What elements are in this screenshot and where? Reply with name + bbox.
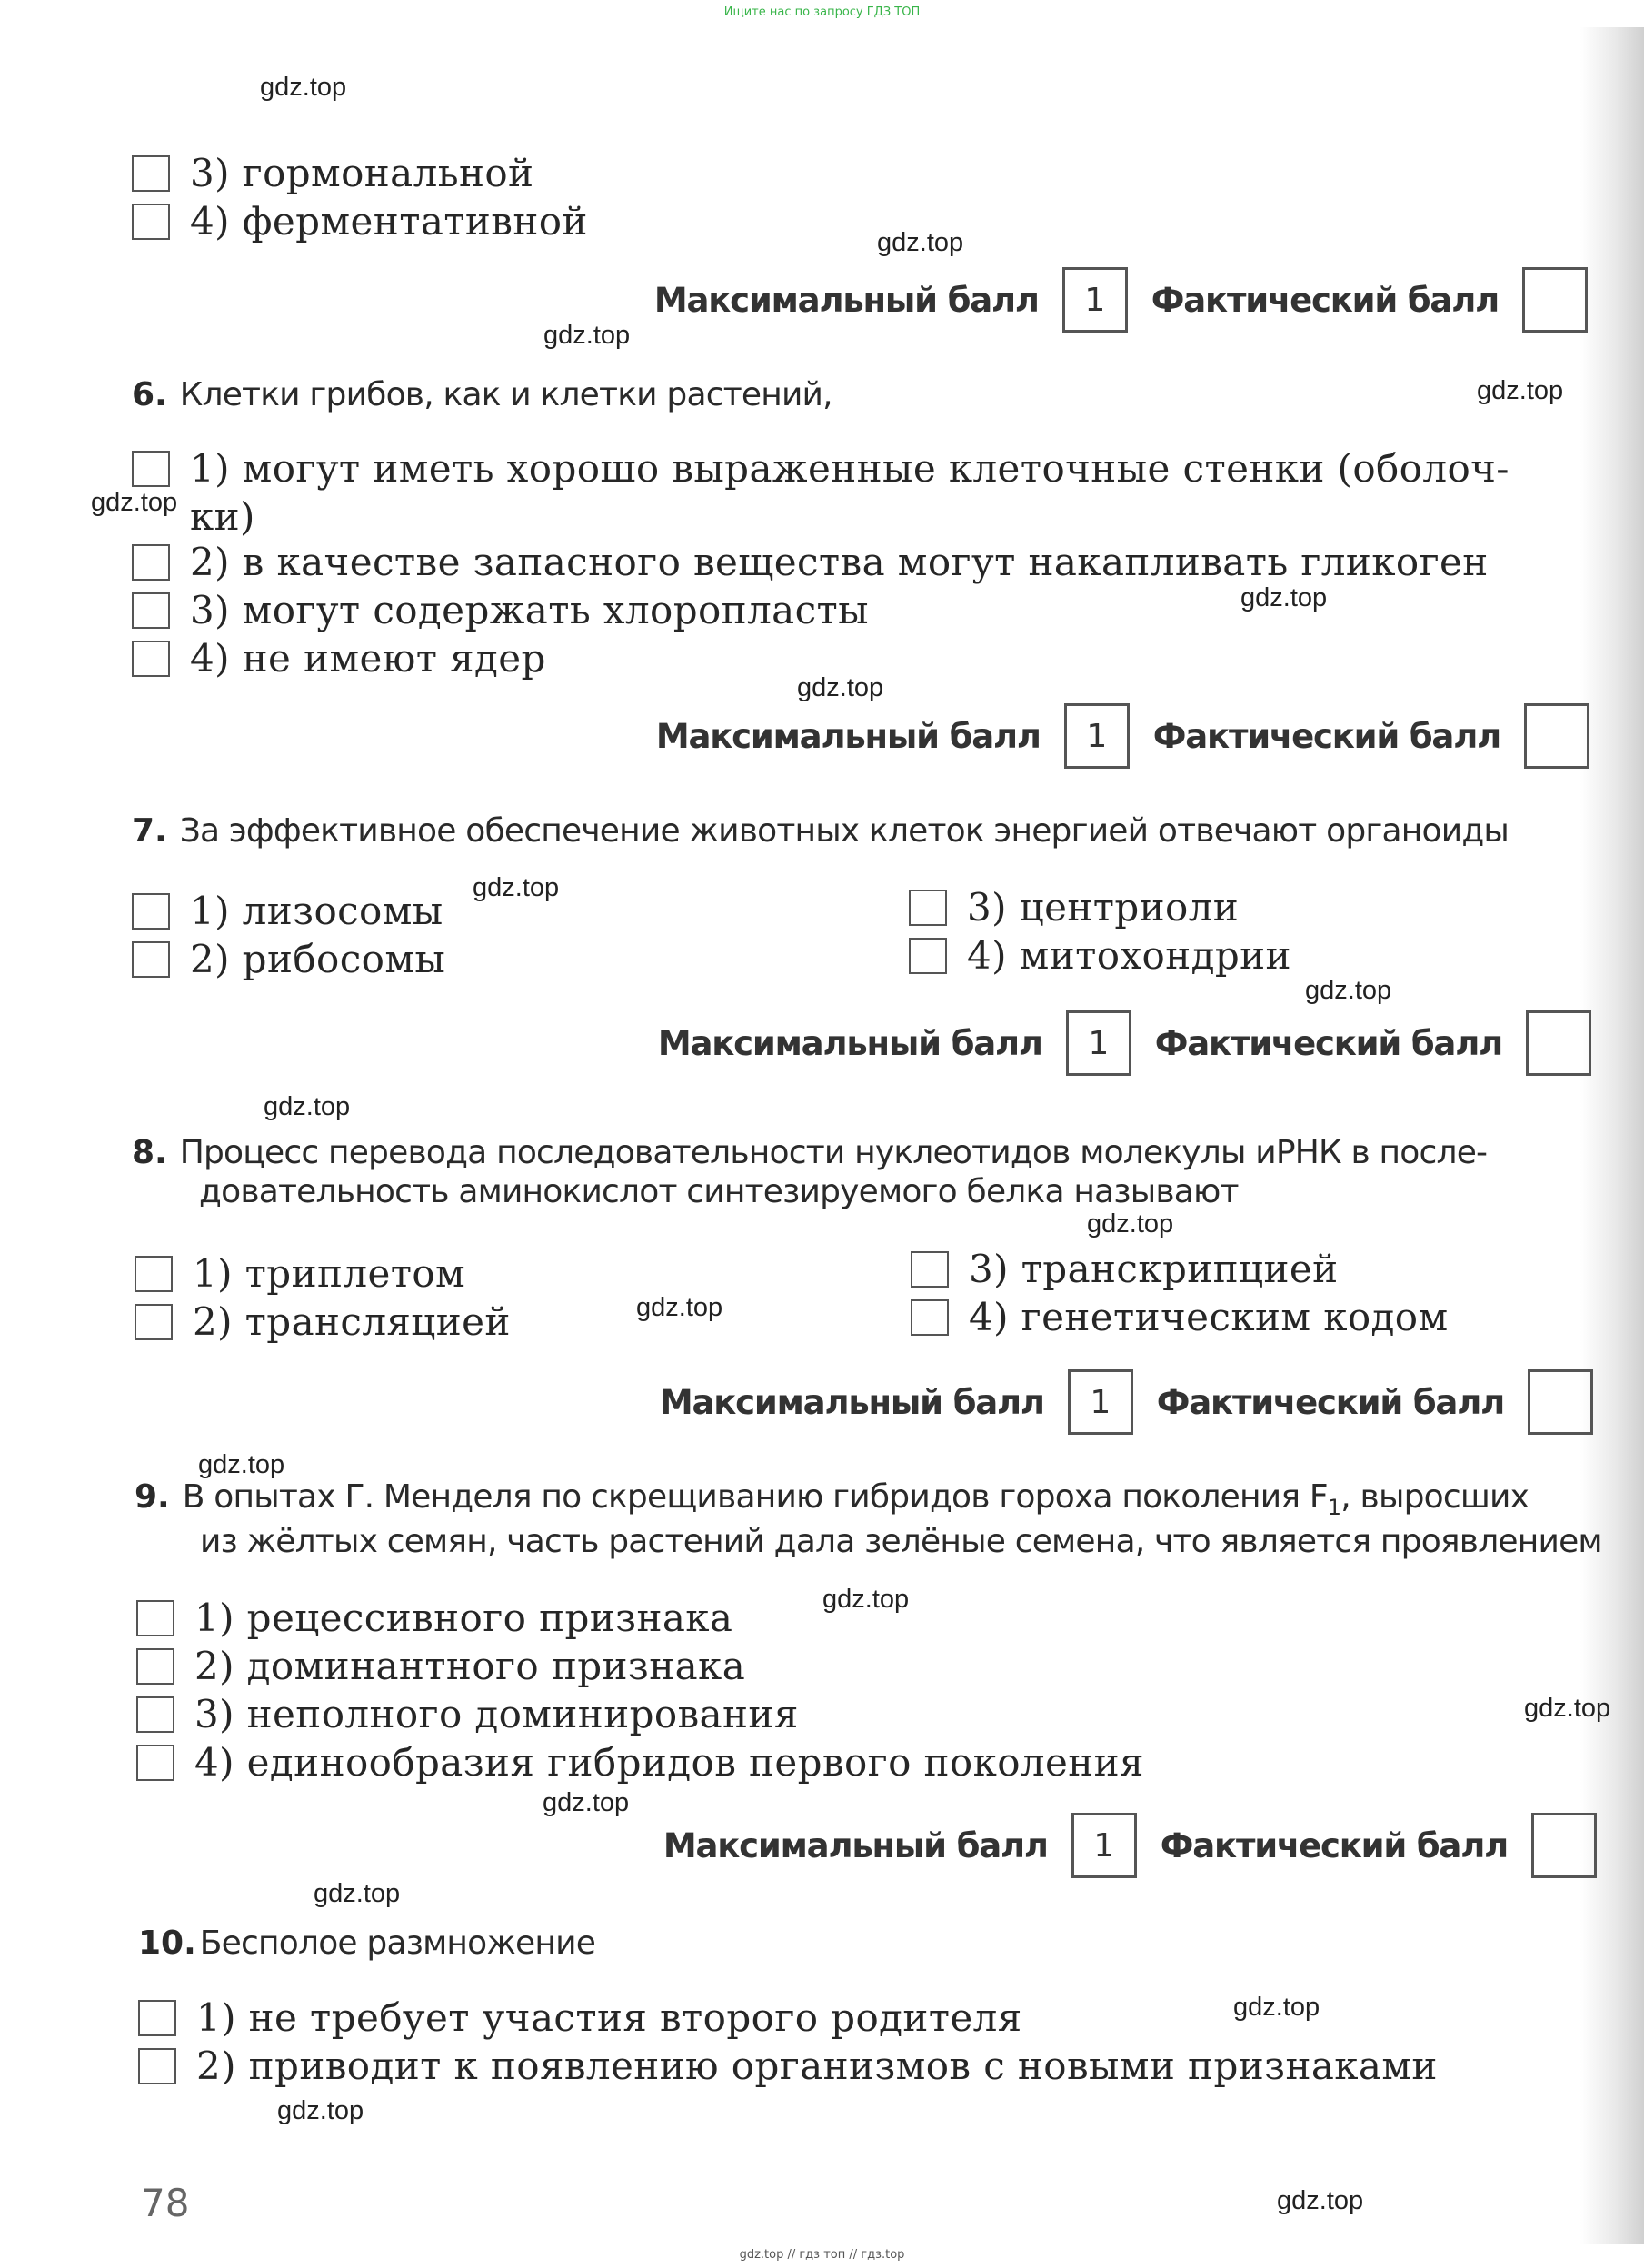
watermark: gdz.top: [1233, 1993, 1320, 2022]
max-score-box: 1: [1066, 1010, 1131, 1076]
q8-option-2[interactable]: 2) трансляцией: [135, 1299, 511, 1344]
q9-question-line2: из жёлтых семян, часть растений дала зелёные семена, что является проявлением: [200, 1523, 1602, 1560]
watermark: gdz.top: [473, 873, 560, 902]
actual-score-box[interactable]: [1528, 1369, 1593, 1435]
q6-option-2[interactable]: 2) в качестве запасного вещества могут накапливать гликоген: [132, 540, 1489, 584]
q9-question: 9. В опытах Г. Менделя по скрещиванию гибридов гороха поколения $F_1$, выросших: [135, 1478, 1529, 1521]
answer-checkbox[interactable]: [911, 1299, 949, 1336]
answer-checkbox[interactable]: [132, 893, 170, 930]
watermark: gdz.top: [1305, 976, 1392, 1005]
answer-checkbox[interactable]: [909, 890, 947, 926]
q8-option-3[interactable]: 3) транскрипцией: [911, 1247, 1339, 1291]
q8-question: 8. Процесс перевода последовательности нуклеотидов молекулы иРНК в после-: [132, 1134, 1488, 1171]
watermark: gdz.top: [91, 488, 178, 517]
answer-checkbox[interactable]: [135, 1304, 173, 1340]
watermark: gdz.top: [822, 1585, 910, 1614]
max-score-box: 1: [1064, 703, 1130, 769]
q6-option-1-continuation: ки): [190, 494, 255, 539]
answer-checkbox[interactable]: [136, 1648, 174, 1685]
q7-question: 7. За эффективное обеспечение животных клеток энергией отвечают органоиды: [132, 812, 1509, 850]
answer-checkbox[interactable]: [136, 1600, 174, 1636]
watermark: gdz.top: [314, 1879, 401, 1908]
q7-option-1[interactable]: 1) лизосомы: [132, 889, 443, 933]
watermark: gdz.top: [877, 228, 964, 257]
answer-checkbox[interactable]: [138, 2000, 176, 2036]
watermark: gdz.top: [543, 1788, 630, 1817]
watermark: gdz.top: [198, 1450, 285, 1479]
q9-option-4[interactable]: 4) единообразия гибридов первого поколения: [136, 1740, 1144, 1785]
actual-score-box[interactable]: [1522, 267, 1588, 333]
watermark: gdz.top: [797, 673, 884, 702]
watermark: gdz.top: [264, 1092, 351, 1121]
q8-question-line2: довательность аминокислот синтезируемого белка называют: [199, 1173, 1239, 1210]
watermark: gdz.top: [1277, 2186, 1364, 2215]
answer-checkbox[interactable]: [132, 155, 170, 192]
watermark: gdz.top: [636, 1293, 723, 1322]
watermark: gdz.top: [543, 321, 631, 350]
watermark: gdz.top: [1240, 583, 1328, 612]
answer-checkbox[interactable]: [132, 592, 170, 629]
actual-score-box[interactable]: [1524, 703, 1589, 769]
q6-score-row: Максимальный балл 1 Фактический балл: [656, 703, 1589, 769]
answer-checkbox[interactable]: [135, 1256, 173, 1292]
answer-checkbox[interactable]: [132, 941, 170, 978]
page-edge-shadow: [1580, 27, 1644, 2244]
watermark: gdz.top: [277, 2096, 364, 2125]
q10-question: 10. Бесполое размножение: [138, 1925, 596, 1962]
answer-checkbox[interactable]: [132, 204, 170, 240]
q8-option-4[interactable]: 4) генетическим кодом: [911, 1295, 1449, 1339]
answer-checkbox[interactable]: [132, 451, 170, 487]
q7-option-2[interactable]: 2) рибосомы: [132, 937, 445, 981]
q9-option-2[interactable]: 2) доминантного признака: [136, 1644, 745, 1688]
q10-option-2[interactable]: 2) приводит к появлению организмов с новыми признаками: [138, 2044, 1438, 2088]
page-number: 78: [141, 2181, 190, 2225]
max-score-box: 1: [1071, 1813, 1137, 1878]
answer-checkbox[interactable]: [136, 1745, 174, 1781]
answer-checkbox[interactable]: [132, 641, 170, 677]
header-note: Ищите нас по запросу ГДЗ ТОП: [723, 5, 921, 19]
max-score-box: 1: [1068, 1369, 1133, 1435]
q6-option-1[interactable]: 1) могут иметь хорошо выраженные клеточные стенки (оболоч-: [132, 446, 1509, 491]
max-score-box: 1: [1062, 267, 1128, 333]
watermark: gdz.top: [1477, 376, 1564, 405]
answer-checkbox[interactable]: [136, 1696, 174, 1733]
actual-score-box[interactable]: [1526, 1010, 1591, 1076]
q7-score-row: Максимальный балл 1 Фактический балл: [658, 1010, 1591, 1076]
footer-note: gdz.top // гдз топ // гдз.top: [739, 2248, 905, 2262]
answer-checkbox[interactable]: [911, 1251, 949, 1288]
watermark: gdz.top: [260, 73, 347, 102]
actual-score-box[interactable]: [1531, 1813, 1597, 1878]
answer-checkbox[interactable]: [132, 544, 170, 581]
q7-option-4[interactable]: 4) митохондрии: [909, 933, 1291, 978]
q9-option-3[interactable]: 3) неполного доминирования: [136, 1692, 799, 1736]
q9-option-1[interactable]: 1) рецессивного признака: [136, 1596, 732, 1640]
q5-option-3[interactable]: 3) гормональной: [132, 151, 533, 195]
q5-option-4[interactable]: 4) ферментативной: [132, 199, 588, 244]
q8-option-1[interactable]: 1) триплетом: [135, 1251, 465, 1296]
q9-score-row: Максимальный балл 1 Фактический балл: [663, 1813, 1597, 1878]
q8-score-row: Максимальный балл 1 Фактический балл: [660, 1369, 1593, 1435]
q5-score-row: Максимальный балл 1 Фактический балл: [654, 267, 1588, 333]
answer-checkbox[interactable]: [909, 938, 947, 974]
q6-option-4[interactable]: 4) не имеют ядер: [132, 636, 546, 681]
watermark: gdz.top: [1087, 1209, 1174, 1238]
watermark: gdz.top: [1524, 1694, 1611, 1723]
q10-option-1[interactable]: 1) не требует участия второго родителя: [138, 1995, 1022, 2040]
q6-question: 6. Клетки грибов, как и клетки растений,: [132, 376, 832, 413]
answer-checkbox[interactable]: [138, 2048, 176, 2084]
q7-option-3[interactable]: 3) центриоли: [909, 885, 1239, 930]
q6-option-3[interactable]: 3) могут содержать хлоропласты: [132, 588, 869, 632]
